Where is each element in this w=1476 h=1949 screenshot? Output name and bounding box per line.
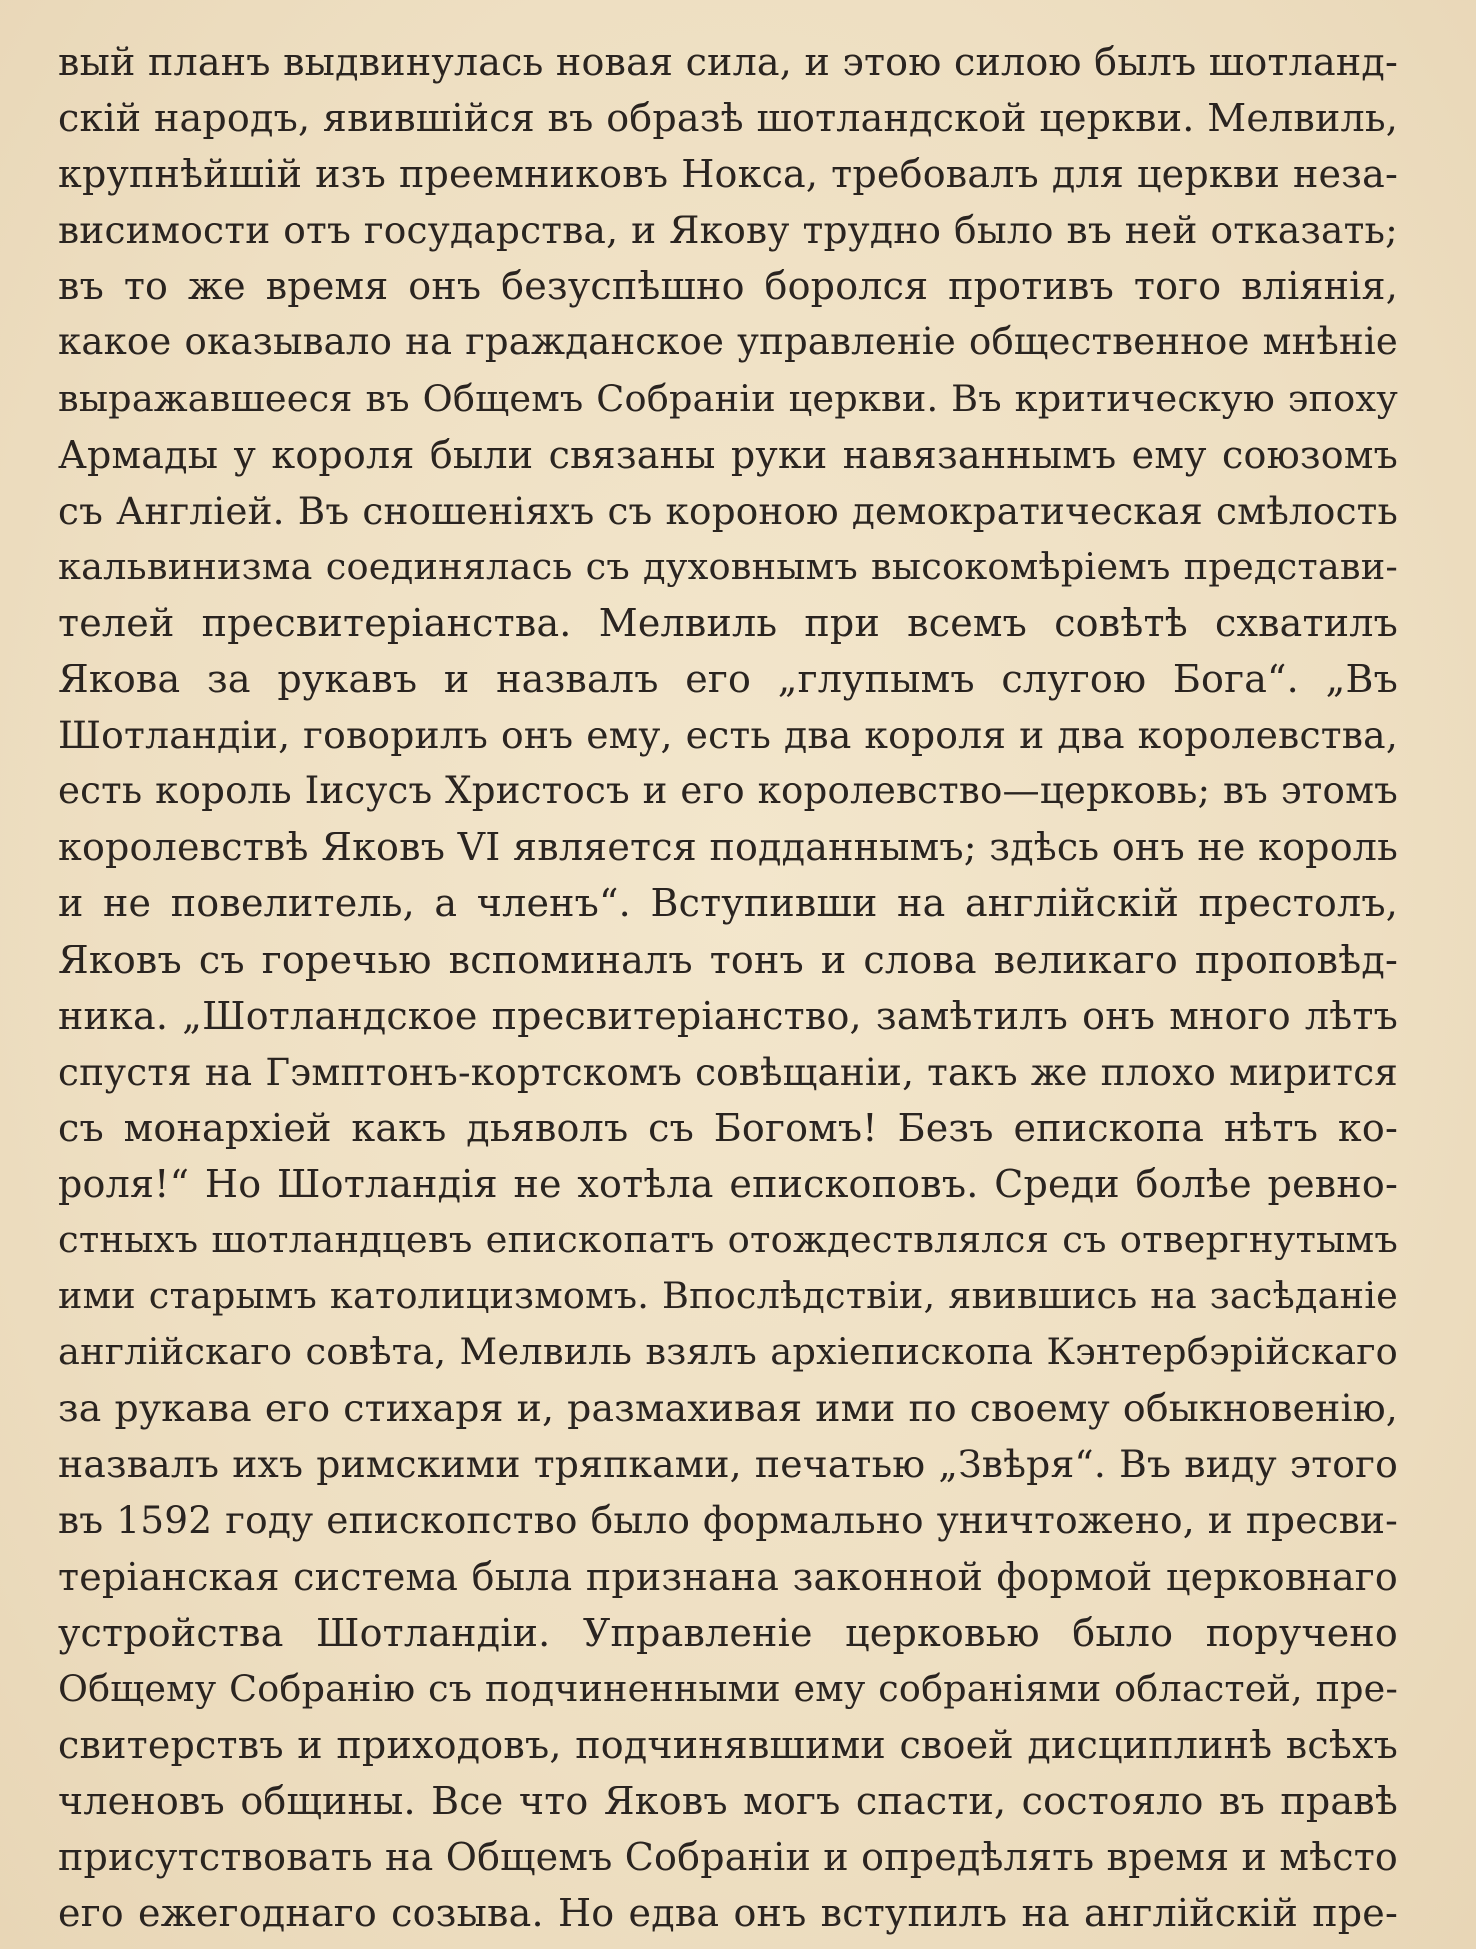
text-line: его ежегоднаго созыва. Но едва онъ вступилъ на англійскій пре- — [58, 1891, 1398, 1936]
text-line: королевствѣ Яковъ VI является подданнымъ; здѣсь онъ не король — [58, 825, 1398, 870]
text-line: какое оказывало на гражданское управленіе общественное мнѣніе — [58, 320, 1398, 364]
text-line: висимости отъ государства, и Якову трудно было въ ней отказать; — [58, 208, 1398, 253]
text-line: телей пресвитеріанства. Мелвиль при всемъ совѣтѣ схватилъ — [58, 600, 1398, 645]
text-line: назвалъ ихъ римскими тряпками, печатью „Звѣря“. Въ виду этого — [58, 1442, 1398, 1487]
text-line: свитерствъ и приходовъ, подчинявшими своей дисциплинѣ всѣхъ — [58, 1722, 1398, 1767]
text-line: скій народъ, явившійся въ образѣ шотландской церкви. Мелвиль, — [58, 96, 1398, 141]
text-line: въ то же время онъ безуспѣшно боролся противъ того вліянія, — [58, 264, 1398, 309]
text-line: есть король Іисусъ Христосъ и его королевство—церковь; въ этомъ — [58, 769, 1398, 813]
text-line: съ Англіей. Въ сношеніяхъ съ короною демократическая смѣлость — [58, 488, 1398, 533]
text-line: Яковъ съ горечью вспоминалъ тонъ и слова великаго проповѣд- — [58, 937, 1398, 982]
text-line: въ 1592 году епископство было формально уничтожено, и пресви- — [58, 1498, 1398, 1543]
text-line: спустя на Гэмптонъ-кортскомъ совѣщаніи, такъ же плохо мирится — [58, 1049, 1398, 1094]
text-line: вый планъ выдвинулась новая сила, и этою силою былъ шотланд- — [58, 40, 1398, 84]
text-line: ника. „Шотландское пресвитеріанство, замѣтилъ онъ много лѣтъ — [58, 993, 1398, 1038]
text-line: Общему Собранію съ подчиненными ему собраніями областей, пре- — [58, 1666, 1398, 1710]
text-line: Якова за рукавъ и назвалъ его „глупымъ слугою Бога“. „Въ — [58, 657, 1398, 702]
text-line: Шотландіи, говорилъ онъ ему, есть два короля и два королевства, — [58, 713, 1398, 758]
body-text — [58, 34, 1398, 1941]
text-line: кальвинизма соединялась съ духовнымъ высокомѣріемъ представи- — [58, 544, 1398, 588]
text-line: роля!“ Но Шотландія не хотѣла епископовъ. Среди болѣе ревно- — [58, 1161, 1398, 1206]
text-line: теріанская система была признана законной формой церковнаго — [58, 1554, 1398, 1599]
text-line: выражавшееся въ Общемъ Собраніи церкви. Въ критическую эпоху — [58, 376, 1398, 420]
text-line: и не повелитель, а членъ“. Вступивши на англійскій престолъ, — [58, 881, 1398, 926]
text-line: англійскаго совѣта, Мелвиль взялъ архіепископа Кэнтербэрійскаго — [58, 1330, 1398, 1374]
text-line: съ монархіей какъ дьяволъ съ Богомъ! Безъ епископа нѣтъ ко- — [58, 1105, 1398, 1150]
text-line: за рукава его стихаря и, размахивая ими по своему обыкновенію, — [58, 1386, 1398, 1431]
text-line: устройства Шотландіи. Управленіе церковью было поручено — [58, 1610, 1398, 1655]
text-line: Армады у короля были связаны руки навязаннымъ ему союзомъ — [58, 432, 1398, 477]
text-line: крупнѣйшій изъ преемниковъ Нокса, требовалъ для церкви неза- — [58, 152, 1398, 197]
text-line: стныхъ шотландцевъ епископатъ отождествлялся съ отвергнутымъ — [58, 1217, 1398, 1261]
text-line: ими старымъ католицизмомъ. Впослѣдствіи, явившись на засѣданіе — [58, 1274, 1398, 1318]
text-line: присутствовать на Общемъ Собраніи и опредѣлять время и мѣсто — [58, 1835, 1398, 1879]
text-line: членовъ общины. Все что Яковъ могъ спасти, состояло въ правѣ — [58, 1778, 1398, 1823]
